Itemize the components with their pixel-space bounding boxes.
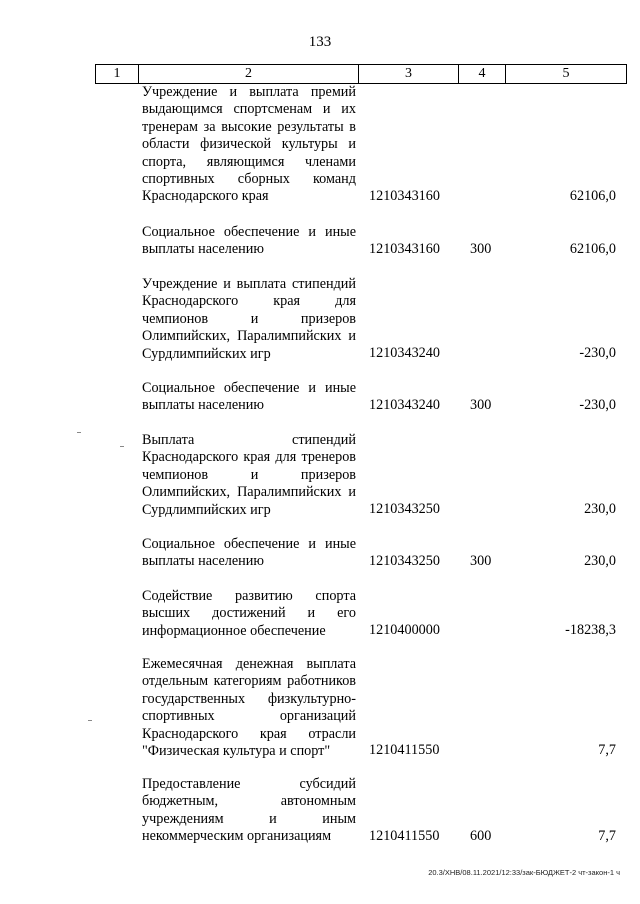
row-code: 1210343160 (369, 241, 440, 257)
page-number: 133 (308, 34, 332, 50)
row-expense-type: 300 (470, 397, 492, 413)
row-expense-type: 600 (470, 828, 492, 844)
row-description: Ежемесячная денежная выплата отдельным категориям работников государственных физкультурно-спортивных организаций Краснодарского края отрасли "Физическая культура и спорт" (142, 656, 356, 760)
row-code: 1210411550 (369, 828, 440, 844)
document-footer: 20.3/ХНВ/08.11.2021/12:33/зак-БЮДЖЕТ-2 чт-закон-1 ч (428, 868, 620, 877)
column-header-4: 4 (459, 65, 506, 83)
table-header (95, 64, 627, 84)
row-amount: 7,7 (598, 828, 616, 844)
row-description: Социальное обеспечение и иные выплаты населению (142, 224, 356, 258)
row-code: 1210343250 (369, 501, 440, 517)
row-description: Содействие развитию спорта высших достижений и его информационное обеспечение (142, 588, 356, 639)
row-amount: 230,0 (584, 553, 616, 569)
row-amount: 62106,0 (569, 241, 616, 257)
row-code: 1210411550 (369, 742, 440, 758)
column-header-1: 1 (96, 65, 139, 83)
row-amount: 62106,0 (569, 188, 616, 204)
scan-mark (120, 446, 124, 447)
row-amount: 230,0 (584, 501, 616, 517)
row-code: 1210343160 (369, 188, 440, 204)
row-code: 1210343240 (369, 397, 440, 413)
column-header-2: 2 (139, 65, 359, 83)
column-header-5: 5 (562, 66, 570, 81)
row-description: Социальное обеспечение и иные выплаты населению (142, 536, 356, 570)
row-description: Выплата стипендий Краснодарского края для тренеров чемпионов и призеров Олимпийских, Паралимпийских и Сурдлимпийских игр (142, 432, 356, 518)
row-description: Социальное обеспечение и иные выплаты населению (142, 380, 356, 414)
row-expense-type: 300 (470, 241, 492, 257)
row-description: Учреждение и выплата стипендий Краснодарского края для чемпионов и призеров Олимпийских, Паралимпийских и Сурдлимпийских игр (142, 276, 356, 362)
column-header-3: 3 (359, 65, 459, 83)
row-expense-type: 300 (470, 553, 492, 569)
row-description: Предоставление субсидий бюджетным, автономным учреждениям и иным некоммерческим организациям (142, 776, 356, 845)
row-description: Учреждение и выплата премий выдающимся спортсменам и их тренерам за высокие результаты в области физической культуры и спорта, являющимся членами спортивных сборных команд Краснодарского края (142, 84, 356, 205)
row-amount: -18238,3 (565, 622, 616, 638)
scan-mark (88, 720, 92, 721)
row-code: 1210400000 (369, 622, 440, 638)
row-amount: 7,7 (598, 742, 616, 758)
row-amount: -230,0 (579, 397, 616, 413)
row-code: 1210343250 (369, 553, 440, 569)
row-code: 1210343240 (369, 345, 440, 361)
row-amount: -230,0 (579, 345, 616, 361)
scan-mark (77, 432, 81, 433)
